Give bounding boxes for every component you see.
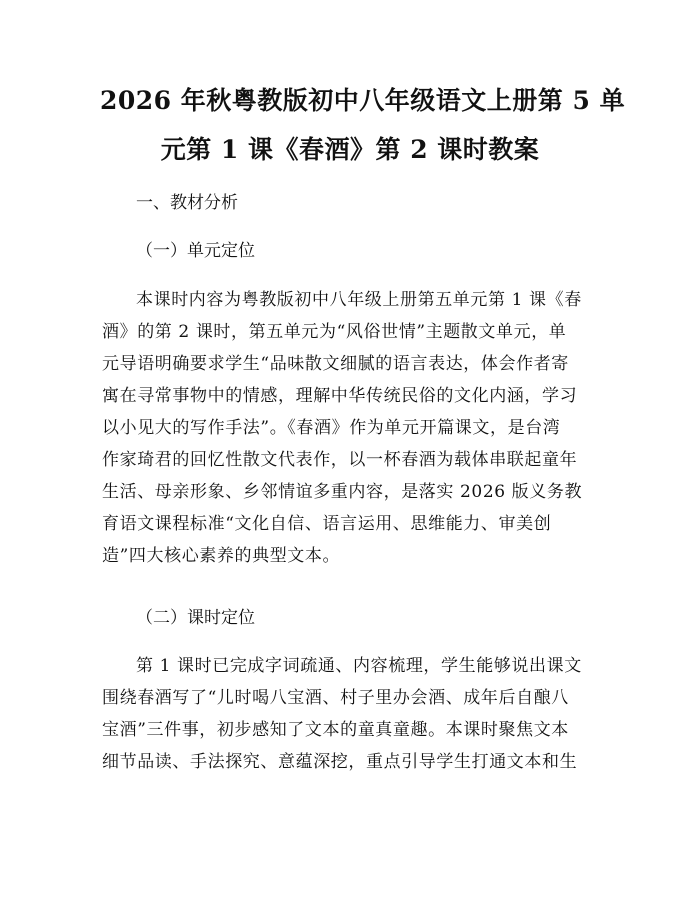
section-heading-teaching-material-analysis: 一、教材分析 bbox=[136, 193, 238, 213]
paragraph-2-line: 第 1 课时已完成字词疏通、内容梳理，学生能够说出课文 bbox=[136, 656, 582, 676]
paragraph-2-line: 围绕春酒写了“儿时喝八宝酒、村子里办会酒、成年后自酿八 bbox=[102, 688, 569, 708]
paragraph-1-line: 元导语明确要求学生“品味散文细腻的语言表达，体会作者寄 bbox=[102, 354, 569, 374]
paragraph-1-line: 生活、母亲形象、乡邻情谊多重内容，是落实 2026 版义务教 bbox=[102, 482, 583, 502]
document-title-line-1: 2026 年秋粤教版初中八年级语文上册第 5 单 bbox=[100, 86, 626, 115]
paragraph-2-line: 细节品读、手法探究、意蕴深挖，重点引导学生打通文本和生 bbox=[102, 752, 578, 772]
document-title-line-2: 元第 1 课《春酒》第 2 课时教案 bbox=[160, 135, 540, 164]
subsection-heading-unit-positioning: （一）单元定位 bbox=[136, 241, 255, 261]
paragraph-1-line: 本课时内容为粤教版初中八年级上册第五单元第 1 课《春 bbox=[136, 290, 582, 310]
paragraph-1-line: 酒》的第 2 课时，第五单元为“风俗世情”主题散文单元，单 bbox=[102, 322, 567, 342]
paragraph-1-line: 作家琦君的回忆性散文代表作，以一杯春酒为载体串联起童年 bbox=[102, 450, 578, 470]
paragraph-1-line: 造”四大核心素养的典型文本。 bbox=[102, 546, 341, 566]
paragraph-2-line: 宝酒”三件事，初步感知了文本的童真童趣。本课时聚焦文本 bbox=[102, 720, 569, 740]
subsection-heading-lesson-positioning: （二）课时定位 bbox=[136, 608, 255, 628]
paragraph-1-line: 以小见大的写作手法”。《春酒》作为单元开篇课文，是台湾 bbox=[102, 418, 561, 438]
paragraph-1-line: 育语文课程标准“文化自信、语言运用、思维能力、审美创 bbox=[102, 514, 552, 534]
paragraph-1-line: 寓在寻常事物中的情感，理解中华传统民俗的文化内涵，学习 bbox=[102, 386, 578, 406]
